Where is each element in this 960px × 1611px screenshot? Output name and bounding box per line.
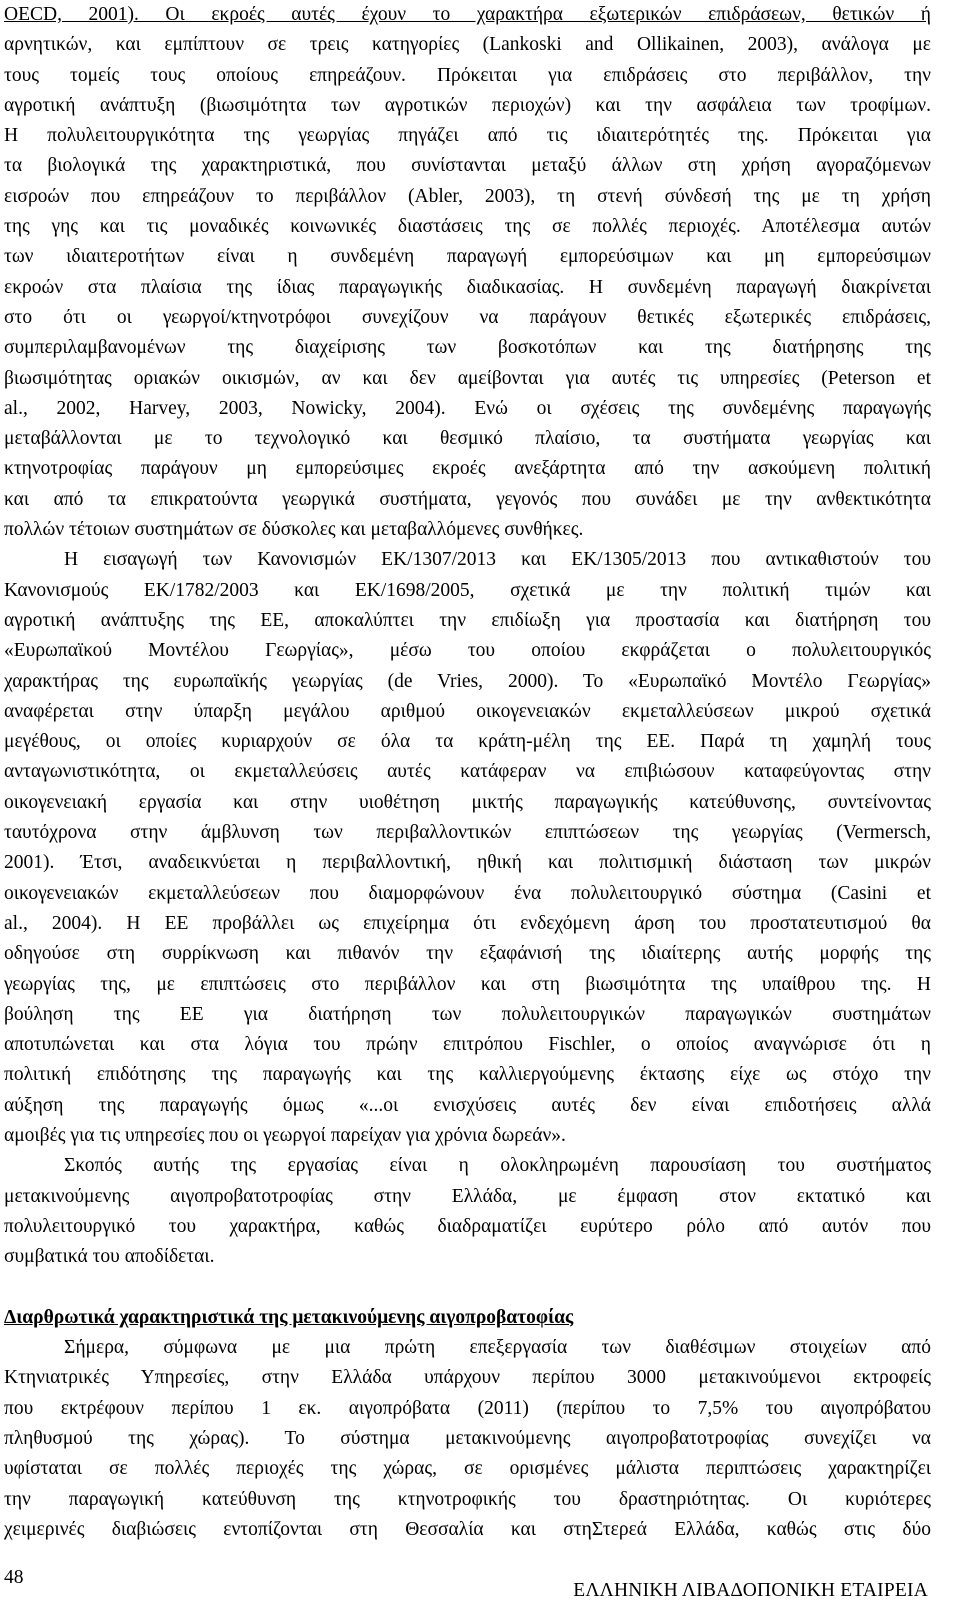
text-line: OECD, 2001). Οι εκροές αυτές έχουν το χαρακτήρα εξωτερικών επιδράσεων, θετικών ή bbox=[4, 4, 931, 25]
text-line: μετακινούμενης αιγοπροβατοτροφίας στην Ελλάδα, με έμφαση στον εκτατικό και bbox=[4, 1185, 931, 1207]
text-line: Σήμερα, σύμφωνα με μια πρώτη επεξεργασία των διαθέσιμων στοιχείων από bbox=[64, 1337, 931, 1359]
paragraph-aim bbox=[4, 1151, 931, 1272]
text-line: αγροτική ανάπτυξης της ΕΕ, αποκαλύπτει την επιδίωξη για προστασία και διατήρηση του bbox=[4, 609, 931, 631]
text-line: συμβατικά του αποδίδεται. bbox=[4, 1246, 215, 1268]
text-line: πολλών τέτοιων συστημάτων σε δύσκολες και μεταβαλλόμενες συνθήκες. bbox=[4, 519, 584, 541]
text-line: αρνητικών, και εμπίπτουν σε τρεις κατηγορίες (Lankoski and Ollikainen, 2003), ανάλογα με bbox=[4, 34, 931, 56]
text-line: πολιτική επιδότησης της παραγωγής και της καλλιεργούμενης έκτασης είχε ως στόχο την bbox=[4, 1064, 931, 1086]
section-heading: Διαρθρωτικά χαρακτηριστικά της μετακινούμενης αιγοπροβατοφίας bbox=[4, 1306, 574, 1328]
text-line: μεταβάλλονται με το τεχνολογικό και θεσμικό πλαίσιο, τα συστήματα γεωργίας και bbox=[4, 428, 931, 450]
text-line: «Ευρωπαϊκού Μοντέλου Γεωργίας», μέσω του οποίου εκφράζεται ο πολυλειτουργικός bbox=[4, 640, 931, 662]
text-line: al., 2002, Harvey, 2003, Nowicky, 2004). Ενώ οι σχέσεις της συνδεμένης παραγωγής bbox=[4, 397, 931, 419]
text-line: πολυλειτουργικό του χαρακτήρα, καθώς διαδραματίζει ευρύτερο ρόλο από αυτόν που bbox=[4, 1215, 931, 1237]
text-line: χειμερινές διαβιώσεις εντοπίζονται στη Θεσσαλία και στηΣτερεά Ελλάδα, καθώς στις δύο bbox=[4, 1518, 931, 1540]
text-line: αναφέρεται στην ύπαρξη μεγάλου αριθμού οικογενειακών εκμεταλλεύσεων μικρού σχετικά bbox=[4, 700, 931, 722]
text-line: στο ότι οι γεωργοί/κτηνοτρόφοι συνεχίζουν να παράγουν θετικές εξωτερικές επιδράσεις, bbox=[4, 306, 931, 328]
text-line: εισροών που επηρεάζουν το περιβάλλον (Abler, 2003), τη στενή σύνδεσή της με τη χρήση bbox=[4, 185, 931, 207]
text-line: πληθυσμού της χώρας). Το σύστημα μετακινούμενης αιγοπροβατοτροφίας συνεχίζει να bbox=[4, 1427, 931, 1449]
text-line: χαρακτήρας της ευρωπαϊκής γεωργίας (de Vries, 2000). Το «Ευρωπαϊκό Μοντέλο Γεωργίας» bbox=[4, 670, 931, 692]
text-line: τα βιολογικά της χαρακτηριστικά, που συνίστανται μεταξύ άλλων στη χρήση αγοραζόμενων bbox=[4, 155, 931, 177]
text-line: βιωσιμότητας οριακών οικισμών, αν και δεν αμείβονται για αυτές τις υπηρεσίες (Peterson et bbox=[4, 367, 931, 389]
footer-organization: ΕΛΛΗΝΙΚΗ ΛΙΒΑΔΟΠΟΝΙΚΗ ΕΤΑΙΡΕΙΑ bbox=[573, 1580, 928, 1601]
text-line: γεωργίας της, με επιπτώσεις στο περιβάλλον και στη βιωσιμότητα της υπαίθρου της. Η bbox=[4, 973, 931, 995]
paragraph-multifunctionality bbox=[4, 0, 931, 545]
text-line: Κτηνιατρικές Υπηρεσίες, στην Ελλάδα υπάρχουν περίπου 3000 μετακινούμενοι εκτροφείς bbox=[4, 1367, 931, 1389]
page-number: 48 bbox=[4, 1567, 24, 1588]
text-line: εκροών στα πλαίσια της ίδιας παραγωγικής διαδικασίας. Η συνδεμένη παραγωγή διακρίνεται bbox=[4, 276, 931, 298]
text-line: βούληση της ΕΕ για διατήρηση των πολυλειτουργικών παραγωγικών συστημάτων bbox=[4, 1003, 931, 1025]
text-line: της γης και τις μοναδικές κοινωνικές διαστάσεις της σε πολλές περιοχές. Αποτέλεσμα αυτών bbox=[4, 216, 931, 238]
text-line: Σκοπός αυτής της εργασίας είναι η ολοκληρωμένη παρουσίαση του συστήματος bbox=[64, 1155, 931, 1177]
paragraph-structural-characteristics bbox=[4, 1333, 931, 1545]
text-line: al., 2004). Η ΕΕ προβάλλει ως επιχείρημα ότι ενδεχόμενη άρση του προστατευτισμού θα bbox=[4, 912, 931, 934]
text-line: οικογενειακών εκμεταλλεύσεων που διαμορφώνουν ένα πολυλειτουργικό σύστημα (Casini et bbox=[4, 882, 931, 904]
text-line: αμοιβές για τις υπηρεσίες που οι γεωργοί παρείχαν για χρόνια δωρεάν». bbox=[4, 1124, 566, 1146]
text-line: συμπεριλαμβανομένων της διαχείρισης των βοσκοτόπων και της διατήρησης της bbox=[4, 337, 931, 359]
text-line: Κανονισμούς ΕΚ/1782/2003 και ΕΚ/1698/2005, σχετικά με την πολιτική τιμών και bbox=[4, 579, 931, 601]
text-line: υφίσταται σε πολλές περιοχές της χώρας, σε ορισμένες μάλιστα περιπτώσεις χαρακτηρίζει bbox=[4, 1458, 931, 1480]
text-line: Η πολυλειτουργικότητα της γεωργίας πηγάζει από τις ιδιαιτερότητές της. Πρόκειται για bbox=[4, 125, 931, 147]
text-line: αποτυπώνεται και στα λόγια του πρώην επιτρόπου Fischler, ο οποίος αναγνώρισε ότι η bbox=[4, 1034, 931, 1056]
text-line: αύξηση της παραγωγής όμως «...οι ενισχύσεις αυτές δεν είναι επιδοτήσεις αλλά bbox=[4, 1094, 931, 1116]
text-line: 2001). Έτσι, αναδεικνύεται η περιβαλλοντική, ηθική και πολιτισμική διάσταση των μικρών bbox=[4, 852, 931, 874]
text-line: Η εισαγωγή των Κανονισμών ΕΚ/1307/2013 και ΕΚ/1305/2013 που αντικαθιστούν του bbox=[64, 549, 931, 571]
paragraph-eu-regulations bbox=[4, 545, 931, 1151]
text-line: ταυτόχρονα στην άμβλυνση των περιβαλλοντικών επιπτώσεων της γεωργίας (Vermersch, bbox=[4, 822, 931, 844]
text-line: μεγέθους, οι οποίες κυριαρχούν σε όλα τα κράτη-μέλη της ΕΕ. Παρά τη χαμηλή τους bbox=[4, 731, 931, 753]
text-line: την παραγωγική κατεύθυνση της κτηνοτροφικής του δραστηριότητας. Οι κυριότερες bbox=[4, 1488, 931, 1510]
text-line: αγροτική ανάπτυξη (βιωσιμότητα των αγροτικών περιοχών) και την ασφάλεια των τροφίμων. bbox=[4, 94, 931, 116]
body-text bbox=[4, 0, 931, 1545]
text-line: οδηγούσε στη συρρίκνωση και πιθανόν την εξαφάνισή της ιδιαίτερης αυτής μορφής της bbox=[4, 943, 931, 965]
section-spacer bbox=[4, 1272, 931, 1302]
text-line: και από τα επικρατούντα γεωργικά συστήματα, γεγονός που συνάδει με την ανθεκτικότητα bbox=[4, 488, 931, 510]
text-line: κτηνοτροφίας παράγουν μη εμπορεύσιμες εκροές ανεξάρτητα από την ασκούμενη πολιτική bbox=[4, 458, 931, 480]
text-line: οικογενειακή εργασία και στην υιοθέτηση μικτής παραγωγικής κατεύθυνσης, συντείνοντας bbox=[4, 791, 931, 813]
text-line: τους τομείς τους οποίους επηρεάζουν. Πρόκειται για επιδράσεις στο περιβάλλον, την bbox=[4, 64, 931, 86]
text-line: ανταγωνιστικότητα, οι εκμεταλλεύσεις αυτές κατάφεραν να επιβιώσουν καταφεύγοντας στην bbox=[4, 761, 931, 783]
text-line: που εκτρέφουν περίπου 1 εκ. αιγοπρόβατα (2011) (περίπου το 7,5% του αιγοπρόβατου bbox=[4, 1397, 931, 1419]
text-line: των ιδιαιτεροτήτων είναι η συνδεμένη παραγωγή εμπορεύσιμων και μη εμπορεύσιμων bbox=[4, 246, 931, 268]
